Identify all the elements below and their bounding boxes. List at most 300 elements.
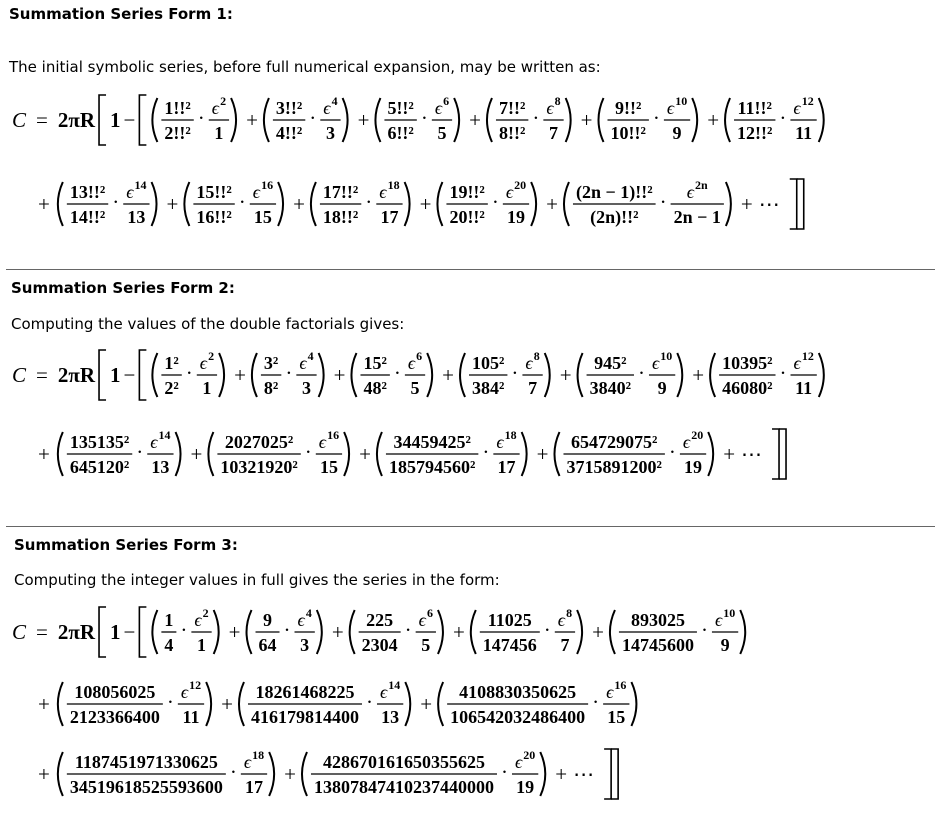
right-paren-icon	[522, 432, 527, 476]
right-paren-icon	[219, 353, 224, 397]
dot-operator: ·	[511, 361, 519, 385]
epsilon-symbol: ϵ	[180, 682, 189, 702]
epsilon-fraction	[197, 349, 217, 398]
plus-sign: +	[740, 192, 753, 216]
denominator: 5	[437, 123, 447, 143]
left-paren-icon	[58, 682, 63, 726]
left-paren-icon	[152, 353, 157, 397]
right-paren-icon	[531, 182, 536, 226]
factorial-fraction	[67, 752, 226, 797]
epsilon-symbol: ϵ	[714, 610, 723, 630]
denominator: 13	[151, 457, 170, 477]
section-3-title: Summation Series Form 3:	[14, 536, 238, 554]
left-paren-icon	[377, 432, 382, 476]
left-paren-icon	[554, 432, 559, 476]
epsilon-fraction	[671, 178, 724, 227]
epsilon-symbol: ϵ	[418, 610, 426, 630]
denominator: 19	[506, 207, 525, 227]
dot-operator: ·	[180, 618, 188, 642]
section-2-equation-line-2	[0, 422, 941, 486]
denominator: 17	[497, 457, 516, 477]
numerator: 11025	[487, 610, 532, 630]
factorial-fraction	[563, 432, 664, 477]
right-paren-icon	[566, 98, 571, 142]
epsilon-symbol: ϵ	[199, 353, 208, 373]
numerator: 1187451971330625	[74, 752, 218, 772]
right-paren-icon	[740, 610, 745, 654]
numerator: 893025	[630, 610, 685, 630]
left-bracket-icon	[139, 95, 146, 145]
dot-operator: ·	[491, 190, 499, 214]
left-bracket-icon	[99, 350, 106, 400]
right-paren-icon	[269, 752, 274, 796]
epsilon-power: 12	[801, 349, 814, 363]
left-paren-icon	[239, 682, 244, 726]
denominator: 4!!²	[275, 123, 303, 143]
denominator: (2n)!!²	[590, 207, 639, 227]
epsilon-symbol: ϵ	[299, 353, 307, 373]
epsilon-power: 10	[660, 349, 673, 363]
denominator: 13807847410237440000	[313, 777, 494, 797]
denominator: 11	[795, 123, 813, 143]
denominator: 64	[258, 635, 277, 655]
dot-operator: ·	[420, 106, 428, 130]
epsilon-power: 14	[158, 428, 171, 442]
factorial-fraction	[261, 353, 281, 398]
epsilon-power: 12	[189, 678, 202, 692]
denominator: 15	[607, 707, 626, 727]
dot-operator: ·	[592, 690, 600, 714]
plus-sign: +	[228, 620, 241, 644]
numerator: 654729075²	[570, 432, 658, 452]
factorial-fraction	[248, 682, 362, 727]
plus-sign: +	[559, 363, 572, 387]
plus-sign: +	[38, 442, 50, 466]
epsilon-symbol: ϵ	[793, 98, 801, 118]
denominator: 16!!²	[196, 207, 232, 227]
epsilon-power: 8	[533, 349, 540, 363]
epsilon-power: 20	[514, 178, 527, 192]
dot-operator: ·	[482, 440, 490, 464]
right-paren-icon	[405, 682, 410, 726]
numerator: 3!!²	[275, 98, 303, 118]
epsilon-power: 20	[691, 428, 704, 442]
epsilon-fraction	[791, 349, 817, 398]
denominator: 34519618525593600	[69, 777, 223, 797]
denominator: 4	[164, 635, 174, 655]
epsilon-power: 16	[261, 178, 274, 192]
epsilon-power: 4	[331, 94, 338, 108]
epsilon-power: 4	[307, 349, 314, 363]
factorial-fraction	[161, 353, 181, 398]
plus-sign: +	[546, 192, 558, 216]
dot-operator: ·	[659, 190, 667, 214]
right-paren-icon	[319, 353, 324, 397]
factorial-fraction	[256, 610, 280, 655]
dot-operator: ·	[532, 106, 540, 130]
epsilon-symbol: ϵ	[243, 752, 252, 772]
left-paren-icon	[208, 432, 213, 476]
denominator: 1	[197, 635, 207, 655]
variable-c: C	[12, 108, 27, 132]
dot-operator: ·	[185, 361, 193, 385]
plus-sign: +	[333, 363, 346, 387]
left-paren-icon	[471, 610, 476, 654]
variable-c: C	[12, 620, 27, 644]
denominator: 13	[381, 707, 400, 727]
numerator: 11!!²	[737, 98, 772, 118]
epsilon-fraction	[123, 178, 149, 227]
numerator: 9!!²	[615, 98, 642, 118]
epsilon-symbol: ϵ	[682, 432, 691, 452]
left-bracket-icon	[99, 607, 106, 657]
numerator: 108056025	[74, 682, 156, 702]
epsilon-fraction	[295, 606, 315, 655]
numerator: 1!!²	[164, 98, 191, 118]
plus-sign: +	[580, 108, 593, 132]
denominator: 19	[516, 777, 535, 797]
epsilon-power: 18	[252, 748, 265, 762]
numerator: 10395²	[722, 353, 773, 373]
epsilon-power: 2	[202, 606, 209, 620]
dot-operator: ·	[404, 618, 412, 642]
minus-sign: −	[123, 363, 136, 387]
epsilon-power: 2n	[695, 178, 708, 192]
dot-operator: ·	[700, 618, 708, 642]
denominator: 19	[684, 457, 703, 477]
variable-c: C	[12, 363, 27, 387]
epsilon-fraction	[241, 748, 267, 797]
denominator: 14745600	[621, 635, 694, 655]
epsilon-fraction	[664, 94, 690, 143]
numerator: 19!!²	[449, 182, 485, 202]
right-paren-icon	[214, 610, 219, 654]
denominator: 11	[182, 707, 200, 727]
right-paren-icon	[206, 682, 211, 726]
section-2-intro: Computing the values of the double factorials gives:	[11, 315, 405, 333]
right-paren-icon	[152, 182, 157, 226]
epsilon-symbol: ϵ	[194, 610, 202, 630]
denominator: 9	[672, 123, 682, 143]
section-2-equation-line-1	[0, 343, 941, 407]
right-paren-icon	[708, 432, 713, 476]
epsilon-symbol: ϵ	[323, 98, 331, 118]
section-divider	[6, 269, 935, 270]
epsilon-fraction	[296, 349, 316, 398]
denominator: 14!!²	[69, 207, 106, 227]
numerator: 13!!²	[69, 182, 106, 202]
plus-sign: +	[707, 108, 720, 132]
numerator: (2n − 1)!!²	[575, 182, 653, 202]
ellipsis: ⋯	[741, 442, 763, 466]
right-paren-icon	[405, 182, 410, 226]
right-paren-icon	[819, 353, 824, 397]
dot-operator: ·	[652, 106, 660, 130]
epsilon-fraction	[209, 94, 229, 143]
factorial-fraction	[359, 610, 401, 655]
dot-operator: ·	[543, 618, 551, 642]
epsilon-power: 2	[208, 349, 215, 363]
dot-operator: ·	[779, 361, 787, 385]
factorial-fraction	[67, 432, 132, 477]
right-paren-icon	[726, 182, 731, 226]
factorial-fraction	[608, 98, 649, 143]
right-paren-icon	[343, 98, 348, 142]
numerator: 17!!²	[322, 182, 359, 202]
plus-sign: +	[38, 762, 50, 786]
dot-operator: ·	[500, 760, 508, 784]
denominator: 13	[127, 207, 146, 227]
plus-sign: +	[331, 620, 344, 644]
left-paren-icon	[599, 98, 604, 142]
numerator: 18261468225	[255, 682, 355, 702]
epsilon-power: 8	[554, 94, 561, 108]
dot-operator: ·	[393, 361, 401, 385]
numerator: 1²	[164, 353, 179, 373]
plus-sign: +	[221, 692, 233, 716]
left-paren-icon	[351, 353, 356, 397]
dot-operator: ·	[283, 618, 291, 642]
epsilon-symbol: ϵ	[126, 182, 134, 202]
epsilon-symbol: ϵ	[525, 353, 533, 373]
constant-one: 1	[110, 620, 121, 644]
right-bracket-icon	[790, 179, 797, 229]
factorial-fraction	[447, 682, 588, 727]
right-bracket-icon	[772, 429, 779, 479]
plus-sign: +	[166, 192, 179, 216]
numerator: 34459425²	[393, 432, 471, 452]
numerator: 2027025²	[224, 432, 294, 452]
denominator: 18!!²	[322, 207, 359, 227]
two-pi-r: 2πR	[57, 108, 96, 132]
factorial-fraction	[360, 353, 389, 398]
ellipsis: ⋯	[758, 192, 780, 216]
plus-sign: +	[190, 442, 203, 466]
epsilon-fraction	[522, 349, 542, 398]
right-paren-icon	[819, 98, 824, 142]
left-paren-icon	[438, 682, 443, 726]
factorial-fraction	[311, 752, 497, 797]
factorial-fraction	[161, 98, 193, 143]
dot-operator: ·	[112, 190, 120, 214]
left-paren-icon	[350, 610, 355, 654]
right-paren-icon	[692, 98, 697, 142]
denominator: 9	[657, 378, 667, 398]
epsilon-symbol: ϵ	[211, 98, 220, 118]
numerator: 945²	[594, 353, 627, 373]
factorial-fraction	[734, 98, 775, 143]
epsilon-symbol: ϵ	[793, 353, 801, 373]
two-pi-r: 2πR	[57, 363, 96, 387]
denominator: 10!!²	[610, 123, 646, 143]
right-paren-icon	[545, 353, 550, 397]
left-paren-icon	[578, 353, 583, 397]
denominator: 20!!²	[449, 207, 485, 227]
epsilon-fraction	[680, 428, 706, 477]
plus-sign: +	[38, 192, 50, 216]
epsilon-power: 16	[327, 428, 340, 442]
left-paren-icon	[58, 182, 63, 226]
epsilon-symbol: ϵ	[505, 182, 514, 202]
dot-operator: ·	[229, 760, 237, 784]
plus-sign: +	[723, 442, 736, 466]
left-paren-icon	[564, 182, 569, 226]
denominator: 6!!²	[387, 123, 414, 143]
left-paren-icon	[311, 182, 316, 226]
denominator: 185794560²	[388, 457, 476, 477]
epsilon-symbol: ϵ	[496, 432, 504, 452]
epsilon-fraction	[376, 178, 402, 227]
epsilon-symbol: ϵ	[434, 98, 443, 118]
numerator: 7!!²	[498, 98, 526, 118]
denominator: 5	[421, 635, 431, 655]
section-divider	[6, 526, 935, 527]
numerator: 15²	[363, 353, 387, 373]
numerator: 3²	[263, 353, 279, 373]
right-bracket-icon	[779, 429, 786, 479]
epsilon-symbol: ϵ	[407, 353, 416, 373]
denominator: 8!!²	[498, 123, 526, 143]
factorial-fraction	[67, 182, 108, 227]
minus-sign: −	[123, 108, 136, 132]
epsilon-symbol: ϵ	[514, 752, 523, 772]
denominator: 106542032486400	[450, 707, 586, 727]
denominator: 10321920²	[220, 457, 298, 477]
left-paren-icon	[247, 610, 252, 654]
dot-operator: ·	[365, 690, 373, 714]
epsilon-symbol: ϵ	[666, 98, 675, 118]
denominator: 2123366400	[69, 707, 160, 727]
plus-sign: +	[359, 442, 371, 466]
section-3-equation-line-3	[0, 742, 941, 806]
section-3-equation-line-2	[0, 672, 941, 736]
plus-sign: +	[38, 692, 50, 716]
dot-operator: ·	[637, 361, 645, 385]
denominator: 1	[202, 378, 212, 398]
epsilon-power: 14	[388, 678, 401, 692]
epsilon-symbol: ϵ	[606, 682, 614, 702]
epsilon-fraction	[191, 606, 211, 655]
numerator: 9	[263, 610, 273, 630]
epsilon-fraction	[377, 678, 403, 727]
dot-operator: ·	[166, 690, 174, 714]
dot-operator: ·	[136, 440, 144, 464]
left-paren-icon	[437, 182, 442, 226]
factorial-fraction	[496, 98, 528, 143]
denominator: 17	[244, 777, 263, 797]
section-1-equation-line-2	[0, 172, 941, 236]
denominator: 147456	[482, 635, 537, 655]
factorial-fraction	[320, 182, 361, 227]
equals-sign: =	[36, 363, 48, 387]
denominator: 7	[560, 635, 570, 655]
section-1-equation-line-1	[0, 88, 941, 152]
factorial-fraction	[193, 182, 234, 227]
denominator: 416179814400	[250, 707, 359, 727]
section-1-title: Summation Series Form 1:	[9, 5, 233, 23]
denominator: 2304	[361, 635, 398, 655]
right-paren-icon	[427, 353, 432, 397]
plus-sign: +	[692, 363, 705, 387]
left-paren-icon	[264, 98, 269, 142]
right-paren-icon	[231, 98, 236, 142]
factorial-fraction	[587, 353, 634, 398]
dot-operator: ·	[285, 361, 293, 385]
denominator: 15	[319, 457, 338, 477]
denominator: 3	[325, 123, 335, 143]
denominator: 46080²	[722, 378, 773, 398]
dot-operator: ·	[668, 440, 676, 464]
equals-sign: =	[36, 620, 48, 644]
factorial-fraction	[217, 432, 300, 477]
epsilon-power: 6	[443, 94, 450, 108]
ellipsis: ⋯	[573, 762, 595, 786]
two-pi-r: 2πR	[57, 620, 96, 644]
dot-operator: ·	[309, 106, 317, 130]
plus-sign: +	[284, 762, 296, 786]
denominator: 3	[301, 378, 311, 398]
numerator: 15!!²	[196, 182, 232, 202]
equals-sign: =	[36, 108, 48, 132]
right-bracket-icon	[797, 179, 804, 229]
denominator: 1	[214, 123, 224, 143]
denominator: 15	[253, 207, 272, 227]
epsilon-power: 10	[723, 606, 736, 620]
right-paren-icon	[176, 432, 181, 476]
denominator: 7	[528, 378, 538, 398]
epsilon-symbol: ϵ	[150, 432, 158, 452]
plus-sign: +	[536, 442, 549, 466]
epsilon-fraction	[432, 94, 452, 143]
right-paren-icon	[317, 610, 322, 654]
denominator: 2²	[164, 378, 179, 398]
numerator: 135135²	[69, 432, 130, 452]
left-paren-icon	[487, 98, 492, 142]
plus-sign: +	[293, 192, 305, 216]
left-paren-icon	[460, 353, 465, 397]
epsilon-fraction	[178, 678, 204, 727]
epsilon-symbol: ϵ	[379, 682, 388, 702]
dot-operator: ·	[365, 190, 373, 214]
epsilon-symbol: ϵ	[297, 610, 305, 630]
epsilon-power: 20	[523, 748, 536, 762]
left-paren-icon	[610, 610, 615, 654]
section-1-intro: The initial symbolic series, before full numerical expansion, may be written as:	[9, 58, 601, 76]
denominator: 5	[410, 378, 420, 398]
right-paren-icon	[540, 752, 545, 796]
epsilon-power: 18	[387, 178, 400, 192]
epsilon-fraction	[555, 606, 575, 655]
denominator: 9	[720, 635, 730, 655]
numerator: 5!!²	[387, 98, 414, 118]
epsilon-fraction	[543, 94, 563, 143]
plus-sign: +	[442, 363, 455, 387]
denominator: 384²	[472, 378, 505, 398]
epsilon-symbol: ϵ	[379, 182, 387, 202]
left-bracket-icon	[139, 350, 146, 400]
epsilon-fraction	[320, 94, 340, 143]
right-paren-icon	[454, 98, 459, 142]
denominator: 3840²	[589, 378, 631, 398]
left-paren-icon	[58, 432, 63, 476]
section-3-equation-line-1	[0, 600, 941, 664]
epsilon-fraction	[503, 178, 529, 227]
denominator: 3715891200²	[566, 457, 662, 477]
denominator: 645120²	[69, 457, 130, 477]
epsilon-power: 6	[416, 349, 423, 363]
epsilon-symbol: ϵ	[651, 353, 660, 373]
plus-sign: +	[420, 692, 433, 716]
